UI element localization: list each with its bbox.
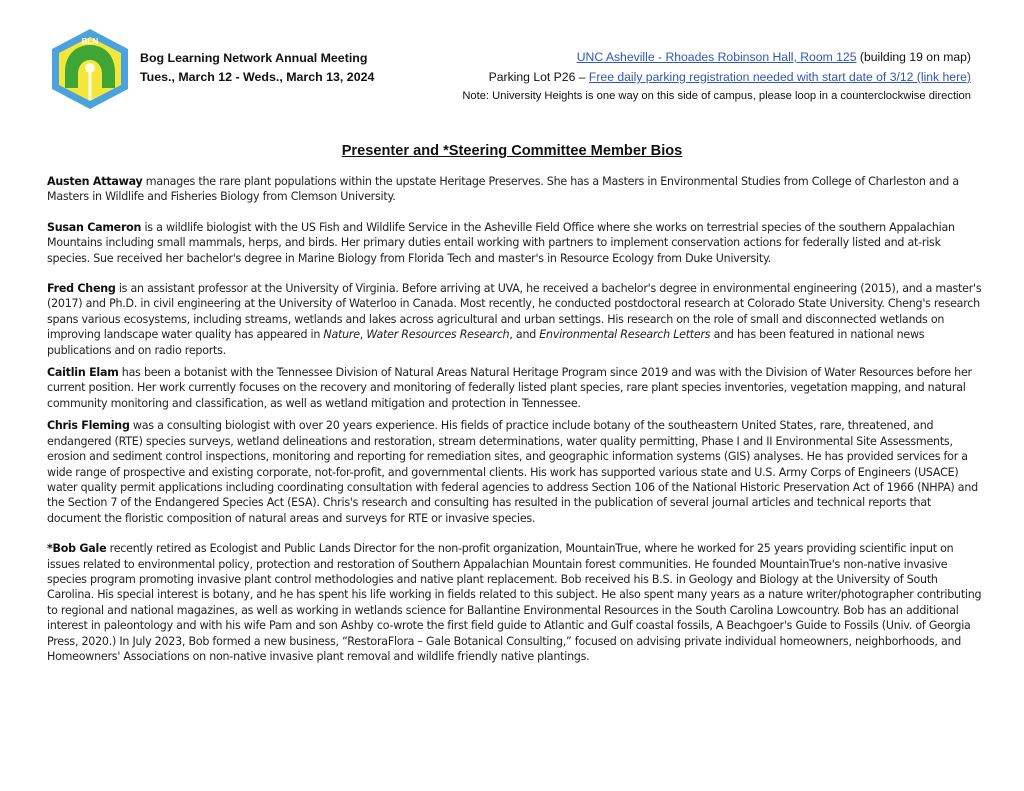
bio-text: was a consulting biologist with over 20 years experience. His fields of practice include botany of the southeastern United States, rare, threatened, and endangered (RTE) species surveys, wetland delineations and restoration, stream determinations, water quality permitting, Phase I and II Environmental Site Assessments, erosion and sediment control inspections, monitoring and reporting for remediation sites, and geographic information systems (GIS) analyses. He has provided services for a wide range of prospective and existing corporate, not-for-profit, and governmental clients. His work has supported various state and U.S. Army Corps of Engineers (USACE) water quality permit applications including coordinating consultation with federal agencies to address Section 106 of the National Historic Preservation Act of 1966 (NHPA) and the Section 7 of the Endangered Species Act (ESA). Chris's research and consulting has resulted in the publication of several journal articles and technical reports that document the floristic composition of natural areas and surveys for RTE or invasive species. [47, 419, 978, 525]
bio-fred-cheng [47, 281, 982, 358]
bio-caitlin-elam [47, 365, 982, 411]
svg-text:BLN: BLN [81, 37, 99, 46]
bio-name: Chris Fleming [47, 419, 130, 433]
parking-line [462, 67, 971, 87]
journal-title: Water Resources Research [366, 328, 510, 342]
event-title: Bog Learning Network Annual Meeting [140, 51, 368, 65]
bio-name: Fred Cheng [47, 282, 116, 296]
bios-section [47, 174, 982, 664]
bio-text: recently retired as Ecologist and Public Lands Director for the non-profit organization, MountainTrue, where he worked for 25 years providing scientific input on issues related to environmental policy, protection and restoration of Southern Appalachian Mountain forest communities. He founded MountainTrue's non-native invasive species program promoting invasive plant control methodologies and native plant replacement. Bob received his B.S. in Geology and Biology at the University of South Carolina. His special interest is botany, and he has spent his life working in fields related to this subject. He also spent many years as a nature writer/photographer contributing to regional and national magazines, as well as working in wetlands science for Ballantine Environmental Resources in the South Carolina Lowcountry. Bob has an additional interest in paleontology and with his wife Pam and son Ashby co-wrote the first field guide to Atlantic and Gulf coastal fossils, A Beachgoer's Guide to Fossils (Univ. of Georgia Press, 2020.) In July 2023, Bob formed a new business, “RestoraFlora – Gale Botanical Consulting,” focused on advising private individual homeowners, neighborhoods, and Homeowners' Associations on non-native invasive plant removal and wildlife friendly native plantings. [47, 542, 982, 663]
campus-traffic-note: Note: University Heights is one way on this side of campus, please loop in a counterclockwise direction [462, 90, 971, 102]
event-info [140, 49, 374, 87]
bio-austen-attaway [47, 174, 982, 205]
page-title: Presenter and *Steering Committee Member Bios [341, 143, 683, 159]
bio-name: Caitlin Elam [47, 366, 119, 380]
parking-prefix: Parking Lot P26 – [488, 70, 589, 84]
bio-text: is an assistant professor at the University of Virginia. Before arriving at UVA, he received a bachelor's degree in environmental engineering (2015), and a master's (2017) and Ph.D. in civil engineering at the University of Waterloo in Canada. Most recently, he conducted postdoctoral research at Colorado State University. Cheng's research spans various ecosystems, including streams, wetlands and lakes across agricultural and urban settings. His research on the role of small and disconnected wetlands on improving landscape water quality has appeared in [47, 282, 982, 342]
bog-learning-network-logo [50, 28, 130, 110]
venue-link[interactable]: UNC Asheville - Rhoades Robinson Hall, Room 125 [576, 50, 857, 64]
separator: , and [509, 328, 540, 342]
bio-name: Susan Cameron [47, 220, 142, 234]
separator: , [359, 328, 367, 342]
bio-text: manages the rare plant populations within the upstate Heritage Preserves. She has a Masters in Environmental Studies from College of Charleston and a Masters in Wildlife and Fisheries Biology from Clemson University. [47, 175, 959, 204]
parking-registration-link[interactable]: Free daily parking registration needed with start date of 3/12 (link here) [588, 70, 971, 84]
bio-name: *Bob Gale [47, 542, 107, 556]
bio-bob-gale [47, 541, 982, 664]
journal-title: Environmental Research Letters [539, 328, 711, 342]
bio-text: is a wildlife biologist with the US Fish and Wildlife Service in the Asheville Field Office where she works on terrestrial species of the southern Appalachian Mountains including small mammals, herps, and birds. Her primary duties entail working with partners to implement conservation actions for federally listed and at-risk species. Sue received her bachelor's degree in Marine Biology from Florida Tech and master's in Resource Ecology from Duke University. [47, 220, 955, 265]
venue-line [462, 47, 971, 67]
venue-suffix: (building 19 on map) [856, 50, 971, 64]
logo-icon [50, 28, 130, 110]
venue-info [462, 47, 971, 105]
bio-chris-fleming [47, 418, 982, 526]
bio-text: and has been featured in national news publications and on radio reports. [47, 328, 925, 357]
bio-text: has been a botanist with the Tennessee Division of Natural Areas Natural Heritage Program since 2019 and was with the Division of Water Resources before her current position. Her work currently focuses on the recovery and monitoring of federally listed plant species, rare plant species inventories, vegetation mapping, and natural community monitoring and classification, as well as wetland mitigation and protection in Tennessee. [47, 366, 972, 410]
bio-name: Austen Attaway [47, 175, 143, 188]
journal-title: Nature [323, 328, 360, 342]
bio-susan-cameron [47, 220, 982, 266]
event-dates: Tues., March 12 - Weds., March 13, 2024 [140, 70, 375, 84]
